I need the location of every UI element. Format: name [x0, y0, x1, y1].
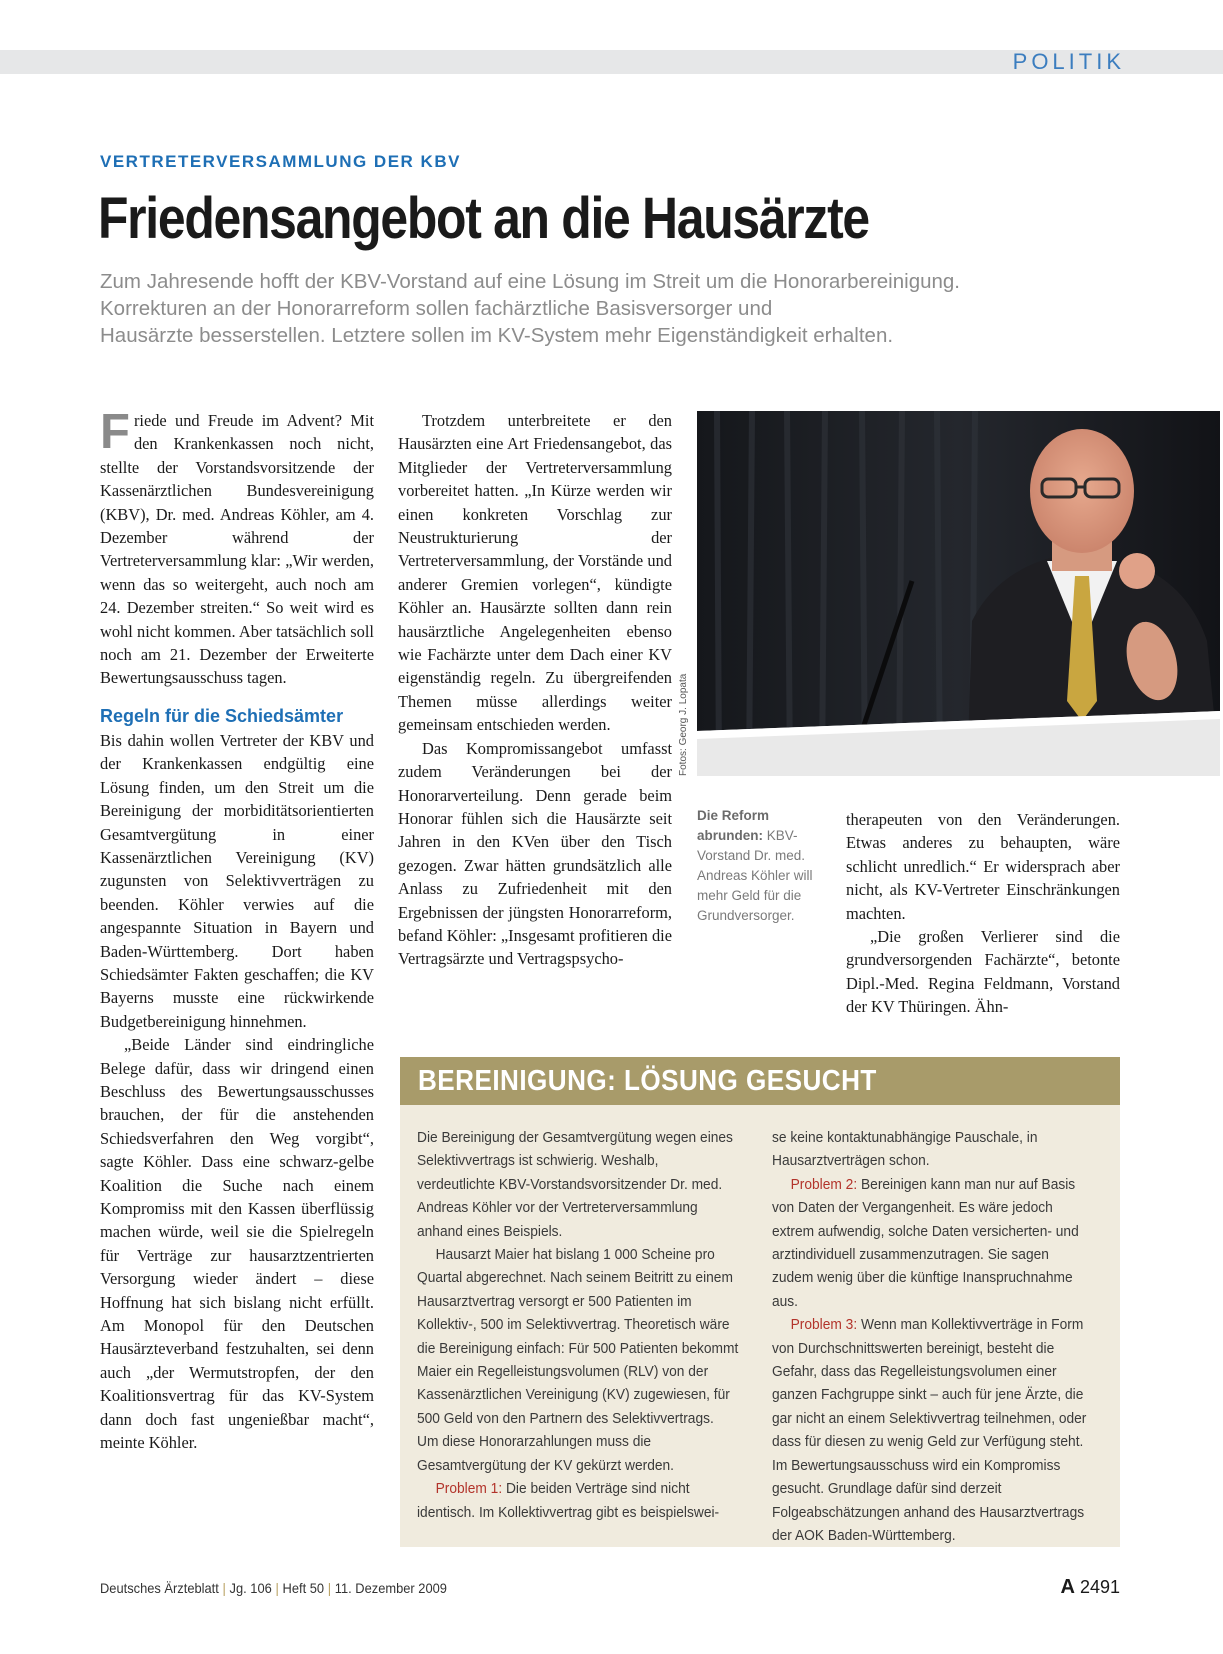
- paragraph: Das Kompromissangebot umfasst zudem Veränderungen bei der Honorarverteilung. Denn gerade beim Honorar fühlen sich die Hausärzte seit Jahren in den KVen über den Tisch gezogen. Zwar hätten grundsätzlich alle Anlass zu Zufriedenheit mit den Ergebnissen der jüngsten Honorarreform, befand Köhler: „Insgesamt profitieren die Vertragsärzte und Vertragspsycho-: [398, 738, 672, 969]
- photo-caption: [697, 806, 827, 926]
- photo-credit: Fotos: Georg J. Lopata: [678, 673, 689, 776]
- drop-cap: F: [100, 405, 130, 459]
- problem-label: Problem 1:: [435, 1481, 503, 1498]
- infobox-title: BEREINIGUNG: LÖSUNG GESUCHT: [418, 1065, 877, 1097]
- infobox-paragraph: Die Bereinigung der Gesamtvergütung wegen eines Selektivvertrags ist schwierig. Weshalb, verdeutlichte KBV-Vorstandsvorsitzender Dr. med. Andreas Köhler vor der Vertreterversammlung anhand eines Beispiels.: [417, 1130, 733, 1240]
- speaker-photo-illustration: [697, 411, 1220, 776]
- footer-citation: Deutsches Ärzteblatt | Jg. 106 | Heft 50 | 11. Dezember 2009: [100, 1580, 447, 1596]
- caption-title: Die Reform abrunden:: [697, 808, 770, 843]
- article-column-3: [846, 808, 1120, 1019]
- lead-line: Korrekturen an der Honorarreform sollen fachärztliche Basisversorger und: [100, 297, 773, 320]
- infobox-column-1: [417, 1127, 739, 1525]
- issue-date: 11. Dezember 2009: [334, 1580, 447, 1596]
- issue: Heft 50: [282, 1580, 325, 1596]
- infobox-column-2: [772, 1127, 1094, 1548]
- caption-text: KBV-Vorstand Dr. med. Andreas Köhler will mehr Geld für die Grundversorger.: [697, 828, 813, 923]
- article-column-2: [398, 409, 672, 971]
- section-label: POLITIK: [1012, 49, 1125, 74]
- paragraph: Trotzdem unterbreitete er den Hausärzten eine Art Friedensangebot, das Mitglieder der Vertreterversammlung vorbereitet hatten. „In Kürze werden wir einen konkreten Vorschlag zur Neustrukturierung der Vertreterversammlung, der Vorstände und anderer Gremien vorlegen“, kündigte Köhler an. Hausärzte sollten dann rein hausärztliche Angelegenheiten ebenso wie Fachärzte unter dem Dach einer KV eigenständig regeln. Zu übergreifenden Themen müsse allerdings weiter gemeinsam entschieden werden.: [398, 411, 672, 735]
- article-lead: [100, 268, 1120, 349]
- article-kicker: VERTRETERVERSAMMLUNG DER KBV: [100, 152, 461, 171]
- infobox-paragraph: Problem 3: Wenn man Kollektivverträge in Form von Durchschnittswerten bereinigt, besteht die Gefahr, dass das Regelleistungsvolumen einer ganzen Fachgruppe sinkt – auch für jene Ärzte, die gar nicht an einem Selektivvertrag teilnehmen, oder dass für diesen zu wenig Geld zur Verfügung steht. Im Bewertungsausschuss wird ein Kompromiss gesucht. Grundlage dafür sind derzeit Folgeabschätzungen anhand des Hausarztvertrags der AOK Baden-Württemberg.: [772, 1317, 1087, 1544]
- problem-label: Problem 3:: [790, 1317, 858, 1334]
- infobox-paragraph: Problem 2: Bereinigen kann man nur auf Basis von Daten der Vergangenheit. Es wäre jedoch extrem aufwendig, solche Daten versicherten- und arztindividuell zusammenzutragen. Sie sagen zudem wenig über die künftige Inanspruchnahme aus.: [772, 1176, 1079, 1310]
- paragraph: therapeuten von den Veränderungen. Etwas anderes zu behaupten, wäre schlicht unredlich.“ Er widersprach aber nicht, als KV-Vertreter Einschränkungen machten.: [846, 810, 1120, 923]
- infobox-paragraph: Problem 1: Die beiden Verträge sind nicht identisch. Im Kollektivvertrag gibt es beispielswei-: [417, 1481, 720, 1521]
- subheading: Regeln für die Schiedsämter: [100, 705, 344, 726]
- page-prefix: A: [1060, 1576, 1075, 1598]
- infobox-paragraph: se keine kontaktunabhängige Pauschale, in Hausarztverträgen schon.: [772, 1130, 1038, 1170]
- infobox-paragraph: Hausarzt Maier hat bislang 1 000 Scheine pro Quartal abgerechnet. Nach seinem Beitritt zu einem Hausarztvertrag versorgt er 500 Patienten im Kollektiv-, 500 im Selektivvertrag. Theoretisch wäre die Bereinigung einfach: Für 500 Patienten bekommt Maier ein Regelleistungsvolumen (RLV) von der Kassenärztlichen Vereinigung (KV) zugewiesen, für 500 Geld von den Partnern des Selektivvertrags. Um diese Honorarzahlungen muss die Gesamtvergütung der KV gekürzt werden.: [417, 1247, 739, 1474]
- paragraph: Friede und Freude im Advent? Mit den Krankenkassen noch nicht, stellte der Vorstandsvorsitzende der Kassenärztlichen Bundesvereinigung (KBV), Dr. med. Andreas Köhler, am 4. Dezember während der Vertreterversammlung klar: „Wir werden, wenn das so weitergeht, auch noch am 24. Dezember streiten.“ So weit wird es wohl nicht kommen. Aber tatsächlich soll noch am 21. Dezember der Erweiterte Bewertungsausschuss tagen.: [100, 405, 374, 688]
- volume: Jg. 106: [229, 1580, 272, 1596]
- lead-line: Zum Jahresende hofft der KBV-Vorstand auf eine Lösung im Streit um die Honorarbereinigung.: [100, 270, 960, 293]
- paragraph: „Die großen Verlierer sind die grundversorgenden Fachärzte“, betonte Dipl.-Med. Regina Feldmann, Vorstand der KV Thüringen. Ähn-: [846, 927, 1120, 1017]
- paragraph: Bis dahin wollen Vertreter der KBV und der Krankenkassen endgültig eine Lösung finden, um den Streit um die Bereinigung der morbiditätsorientierten Gesamtvergütung in einer Kassenärztlichen Vereinigung (KV) zugunsten von Selektivverträgen zu beenden. Köhler verwies auf die angespannte Situation in Bayern und Baden-Württemberg. Dort haben Schiedsämter Fakten geschaffen; die KV Bayerns musste eine rückwirkende Budgetbereinigung hinnehmen.: [100, 730, 374, 1031]
- article-photo: [697, 411, 1220, 776]
- lead-line: Hausärzte besserstellen. Letztere sollen im KV-System mehr Eigenständigkeit erhalten.: [100, 324, 894, 347]
- paragraph: „Beide Länder sind eindringliche Belege dafür, dass wir dringend einen Beschluss des Bewertungsausschusses brauchen, der für die anstehenden Schiedsverfahren den Weg vorgibt“, sagte Köhler. Dass eine schwarz-gelbe Koalition die Suche nach einem Kompromiss mit den Kassen überflüssig machen würde, weil sie die Spielregeln für Verträge zur hausarztzentrierten Versorgung wieder ändert – diese Hoffnung hat sich bislang nicht erfüllt. Am Monopol für den Deutschen Hausärzteverband festzuhalten, sei denn auch „der Wermutstropfen, der den Koalitionsvertrag für das KV-System dann doch fast ungenießbar macht“, meinte Köhler.: [100, 1035, 374, 1453]
- article-title: Friedensangebot an die Hausärzte: [98, 186, 869, 251]
- problem-label: Problem 2:: [790, 1176, 858, 1193]
- article-column-1: [100, 405, 374, 1454]
- page-number: A 2491: [1060, 1576, 1120, 1598]
- journal-name: Deutsches Ärzteblatt: [100, 1580, 219, 1596]
